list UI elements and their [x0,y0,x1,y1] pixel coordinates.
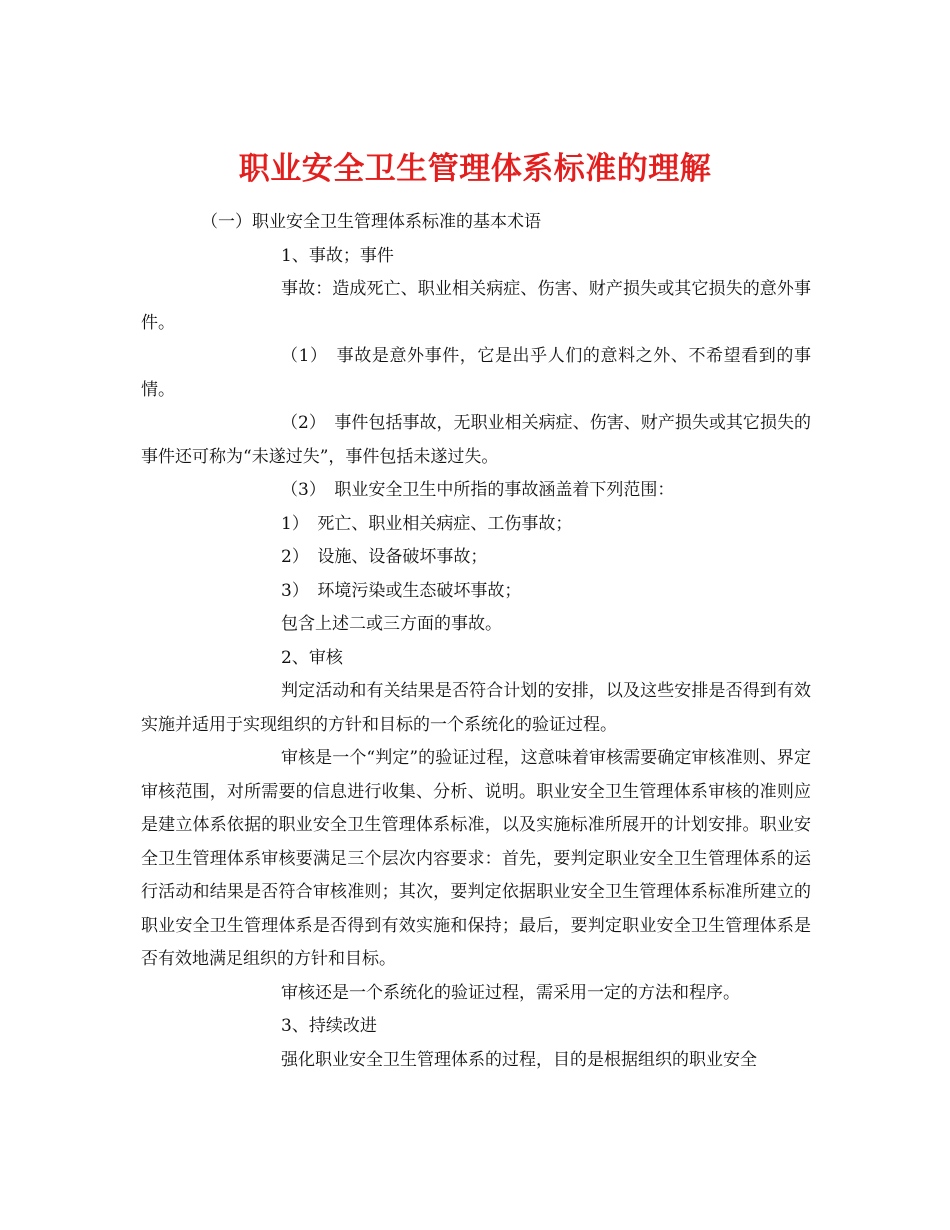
paragraph: 审核是一个“判定”的验证过程，这意味着审核需要确定审核准则、界定审核范围，对所需要的信息进行收集、分析、说明。职业安全卫生管理体系审核的准则应是建立体系依据的职业安全卫生管理体系标准，以及实施标准所展开的计划安排。职业安全卫生管理体系审核要满足三个层次内容要求：首先，要判定职业安全卫生管理体系的运行活动和结果是否符合审核准则；其次，要判定依据职业安全卫生管理体系标准所建立的职业安全卫生管理体系是否得到有效实施和保持；最后，要判定职业安全卫生管理体系是否有效地满足组织的方针和目标。 [141,748,811,969]
paragraph: 判定活动和有关结果是否符合计划的安排，以及这些安排是否得到有效实施并适用于实现组织的方针和目标的一个系统化的验证过程。 [141,681,811,735]
paragraph: （3） 职业安全卫生中所指的事故涵盖着下列范围： [281,480,675,500]
paragraph: 事故：造成死亡、职业相关病症、伤害、财产损失或其它损失的意外事件。 [141,279,811,333]
paragraph: 1） 死亡、职业相关病症、工伤事故； [281,513,573,534]
paragraph: 3、持续改进 [281,1016,377,1036]
paragraph: （一）职业安全卫生管理体系标准的基本术语 [201,212,541,232]
paragraph: （2） 事件包括事故，无职业相关病症、伤害、财产损失或其它损失的事件还可称为“未遂过失”，事件包括未遂过失。 [141,413,811,467]
paragraph: （1） 事故是意外事件，它是出乎人们的意料之外、不希望看到的事情。 [141,346,811,400]
paragraph: 审核还是一个系统化的验证过程，需采用一定的方法和程序。 [281,982,740,1003]
document-body [141,206,811,1077]
paragraph: 2） 设施、设备破坏事故； [281,547,488,567]
paragraph: 3） 环境污染或生态破坏事故； [281,580,522,601]
paragraph: 1、事故；事件 [281,245,394,266]
document-title: 职业安全卫生管理体系标准的理解 [238,150,712,187]
paragraph: 2、审核 [281,647,343,668]
paragraph: 包含上述二或三方面的事故。 [281,614,502,634]
paragraph: 强化职业安全卫生管理体系的过程，目的是根据组织的职业安全 [281,1049,757,1070]
